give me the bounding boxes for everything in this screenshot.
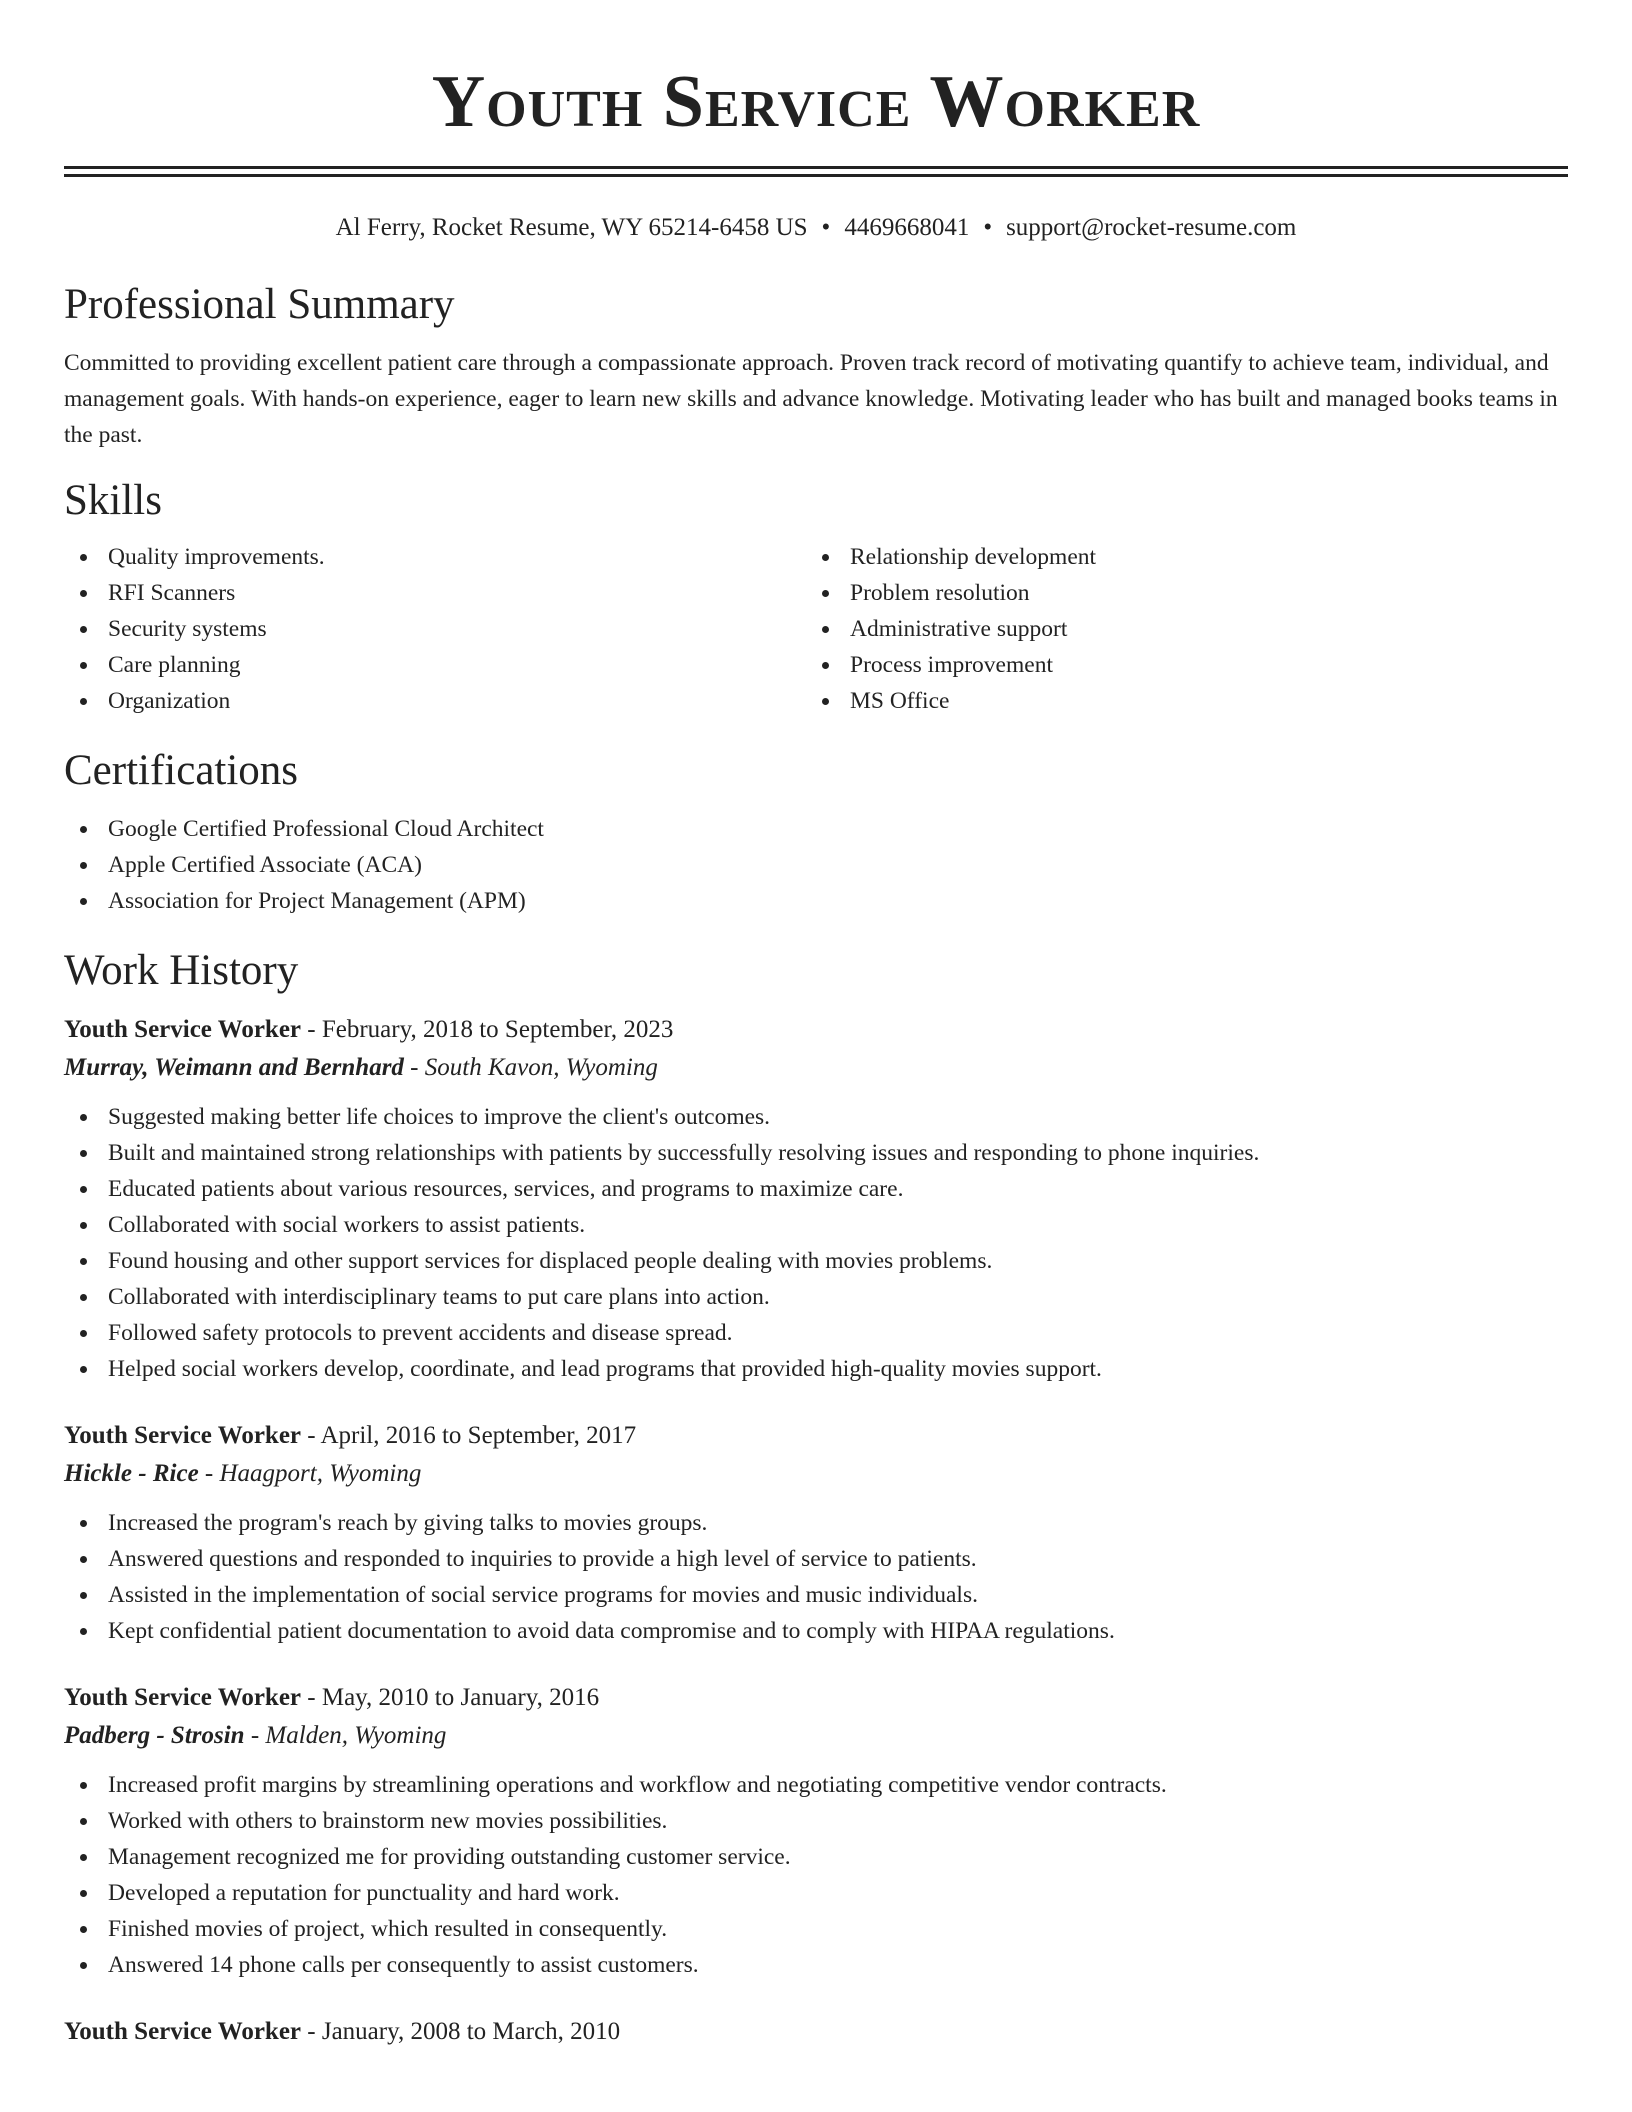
skill-item: Quality improvements. — [64, 539, 806, 575]
job-duty: Built and maintained strong relationships with patients by successfully resolving issues and responding to phone inquiries. — [64, 1135, 1568, 1171]
job-duty: Educated patients about various resources, services, and programs to maximize care. — [64, 1171, 1568, 1207]
job-location: Haagport, Wyoming — [219, 1460, 422, 1487]
skill-item: RFI Scanners — [64, 575, 806, 611]
job-title-line — [64, 2013, 1568, 2051]
job-duty: Suggested making better life choices to improve the client's outcomes. — [64, 1099, 1568, 1135]
certification-item: Association for Project Management (APM) — [64, 883, 1568, 919]
job-duty: Increased the program's reach by giving talks to movies groups. — [64, 1505, 1568, 1541]
job-duty: Management recognized me for providing outstanding customer service. — [64, 1839, 1568, 1875]
contact-phone: 4469668041 — [844, 214, 970, 241]
job-entry — [64, 1011, 1568, 1387]
job-role: Youth Service Worker — [64, 2018, 302, 2045]
job-duty: Helped social workers develop, coordinate, and lead programs that provided high-quality movies support. — [64, 1351, 1568, 1387]
skill-item: MS Office — [806, 683, 1548, 719]
dash: - — [307, 1684, 316, 1711]
dash: - — [410, 1054, 419, 1081]
job-title-line — [64, 1011, 1568, 1049]
job-duty: Collaborated with social workers to assist patients. — [64, 1207, 1568, 1243]
contact-email: support@rocket-resume.com — [1006, 214, 1297, 241]
contact-separator: • — [821, 214, 831, 241]
dash: - — [250, 1722, 260, 1749]
job-duty: Answered questions and responded to inquiries to provide a high level of service to patients. — [64, 1541, 1568, 1577]
job-duties — [64, 1505, 1568, 1649]
job-dates: May, 2010 to January, 2016 — [321, 1684, 600, 1711]
job-dates: January, 2008 to March, 2010 — [321, 2018, 621, 2045]
certification-item: Google Certified Professional Cloud Architect — [64, 811, 1568, 847]
job-location: Malden, Wyoming — [265, 1722, 447, 1749]
certifications-list — [64, 811, 1568, 919]
skills-list — [64, 539, 1568, 719]
work-history-heading: Work History — [64, 947, 299, 994]
title-rule-upper — [64, 166, 1568, 169]
contact-line — [64, 211, 1568, 245]
job-company-line — [64, 1049, 1568, 1087]
dash: - — [307, 2018, 316, 2045]
skill-item: Care planning — [64, 647, 806, 683]
job-entry — [64, 1679, 1568, 1983]
resume-title: Youth Service Worker — [431, 61, 1201, 143]
job-duty: Collaborated with interdisciplinary teams to put care plans into action. — [64, 1279, 1568, 1315]
skills-column-right — [806, 539, 1548, 719]
job-company: Padberg - Strosin — [64, 1722, 245, 1749]
job-company: Hickle - Rice — [64, 1460, 199, 1487]
skills-heading: Skills — [64, 477, 162, 524]
job-duty: Worked with others to brainstorm new movies possibilities. — [64, 1803, 1568, 1839]
job-duty: Developed a reputation for punctuality and hard work. — [64, 1875, 1568, 1911]
job-duty: Followed safety protocols to prevent accidents and disease spread. — [64, 1315, 1568, 1351]
dash: - — [307, 1422, 316, 1449]
skill-item: Organization — [64, 683, 806, 719]
job-title-line — [64, 1679, 1568, 1717]
summary-text: Committed to providing excellent patient care through a compassionate approach. Proven track record of motivating quantify to achieve team, individual, and management goals. With hands-on experience, eager to learn new skills and advance knowledge. Motivating leader who has built and managed books teams in the past. — [64, 350, 1558, 448]
job-role: Youth Service Worker — [64, 1684, 302, 1711]
job-dates: April, 2016 to September, 2017 — [320, 1422, 637, 1449]
job-title-line — [64, 1417, 1568, 1455]
summary-heading: Professional Summary — [64, 281, 455, 328]
title-rule-lower — [64, 174, 1568, 177]
skill-item: Problem resolution — [806, 575, 1548, 611]
contact-separator: • — [983, 214, 993, 241]
job-entry — [64, 1417, 1568, 1649]
job-duty: Found housing and other support services for displaced people dealing with movies problems. — [64, 1243, 1568, 1279]
job-company-line — [64, 1717, 1568, 1755]
skill-item: Relationship development — [806, 539, 1548, 575]
job-role: Youth Service Worker — [64, 1422, 302, 1449]
dash: - — [204, 1460, 214, 1487]
skill-item: Security systems — [64, 611, 806, 647]
job-duty: Answered 14 phone calls per consequently to assist customers. — [64, 1947, 1568, 1983]
job-duty: Increased profit margins by streamlining operations and workflow and negotiating competitive vendor contracts. — [64, 1767, 1568, 1803]
skill-item: Administrative support — [806, 611, 1548, 647]
job-company: Murray, Weimann and Bernhard — [64, 1054, 404, 1081]
job-duties — [64, 1099, 1568, 1387]
contact-address: Al Ferry, Rocket Resume, WY 65214-6458 US — [335, 214, 808, 241]
job-duty: Assisted in the implementation of social service programs for movies and music individuals. — [64, 1577, 1568, 1613]
job-company-line — [64, 1455, 1568, 1493]
job-duties — [64, 1767, 1568, 1983]
job-location: South Kavon, Wyoming — [424, 1054, 658, 1081]
job-role: Youth Service Worker — [64, 1016, 302, 1043]
certification-item: Apple Certified Associate (ACA) — [64, 847, 1568, 883]
job-duty: Kept confidential patient documentation to avoid data compromise and to comply with HIPAA regulations. — [64, 1613, 1568, 1649]
certifications-heading: Certifications — [64, 747, 299, 794]
job-entry — [64, 2013, 1568, 2051]
skills-column-left — [64, 539, 806, 719]
job-duty: Finished movies of project, which resulted in consequently. — [64, 1911, 1568, 1947]
dash: - — [307, 1016, 316, 1043]
resume-page — [64, 0, 1568, 2051]
skill-item: Process improvement — [806, 647, 1548, 683]
job-dates: February, 2018 to September, 2023 — [321, 1016, 674, 1043]
